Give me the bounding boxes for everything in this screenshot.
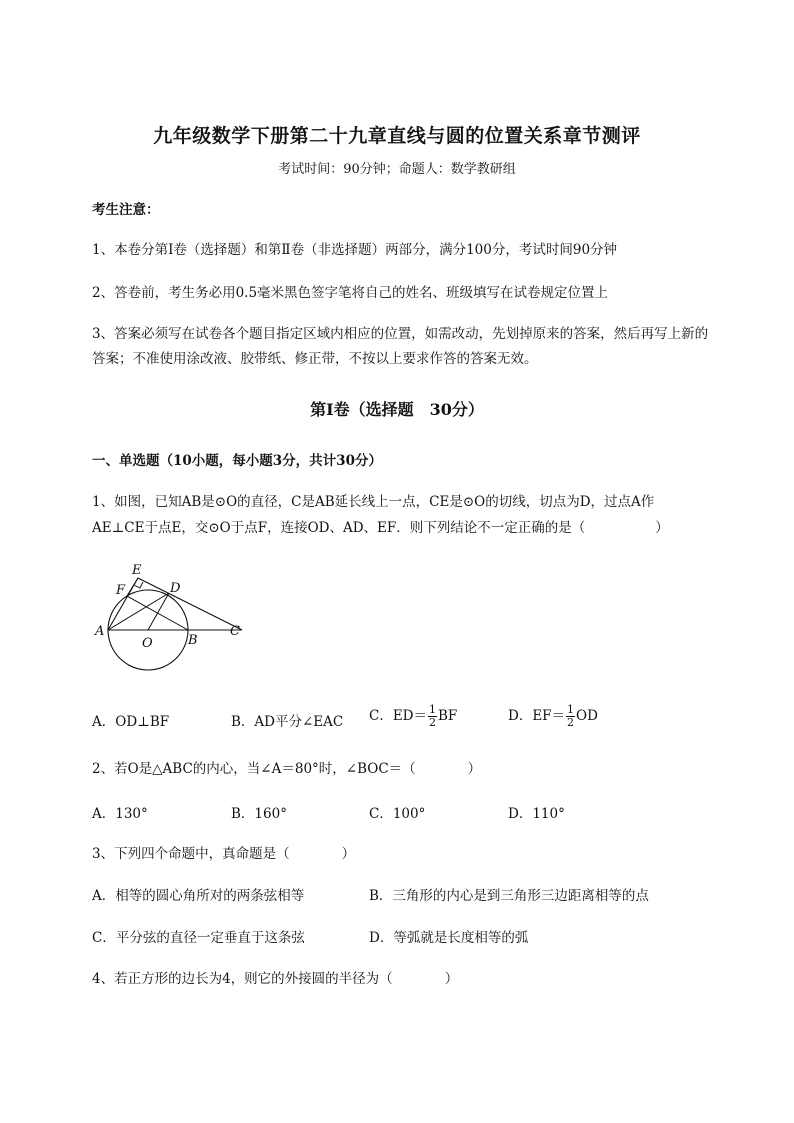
line-ad [108,593,169,630]
label-e: E [132,563,142,578]
q2-option-a[interactable]: A．130° [92,806,148,822]
q3-option-d[interactable]: D．等弧就是长度相等的弧 [369,930,529,946]
section-title: 一、单选题（10小题，每小题3分，共计30分） [92,453,382,469]
frac-den: 2 [429,716,437,729]
frac-num: 1 [429,703,437,716]
q4-stem [92,967,712,991]
q1-option-d-prefix: D．EF＝ [508,708,566,724]
label-f: F [116,583,126,598]
q2-option-d[interactable]: D．110° [508,806,565,822]
q2-option-c[interactable]: C．100° [369,806,426,822]
q1-option-d[interactable] [508,704,598,729]
page-subtitle: 考试时间：90分钟；命题人：数学教研组 [278,162,516,177]
label-b: B [188,633,198,648]
notice-item-2: 2、答卷前，考生务必用0.5毫米黑色签字笔将自己的姓名、班级填写在试卷规定位置上 [92,285,609,301]
q1-option-c[interactable] [369,704,457,729]
q2-stem-text: 2、若O是△ABC的内心，当∠A＝80°时，∠BOC＝（ [92,761,416,777]
q1-option-d-suffix: OD [576,708,598,724]
page-title: 九年级数学下册第二十九章直线与圆的位置关系章节测评 [153,125,641,147]
q4-close-paren: ） [444,971,459,987]
label-c: C [230,624,240,639]
fraction-half [428,704,437,729]
q1-option-b[interactable]: B．AD平分∠EAC [231,714,344,730]
fraction-half [566,704,575,729]
notice-item-1: 1、本卷分第I卷（选择题）和第Ⅱ卷（非选择题）两部分，满分100分，考试时间90分钟 [92,242,618,258]
q1-option-c-suffix: BF [438,708,458,724]
q3-option-b[interactable]: B．三角形的内心是到三角形三边距离相等的点 [369,888,649,904]
q1-option-c-prefix: C．ED＝ [369,708,428,724]
q2-stem [92,757,712,781]
q3-option-c[interactable]: C．平分弦的直径一定垂直于这条弦 [92,930,305,946]
part1-title: 第I卷（选择题 30分） [310,400,484,419]
q3-option-a[interactable]: A．相等的圆心角所对的两条弦相等 [92,888,305,904]
q1-geometry-figure [92,560,252,675]
q3-close-paren: ） [341,846,356,862]
q1-option-a[interactable]: A．OD⊥BF [92,714,170,730]
q4-stem-text: 4、若正方形的边长为4，则它的外接圆的半径为（ [92,971,393,987]
line-ce [138,578,242,630]
q1-close-paren: ） [655,520,669,536]
label-o: O [142,636,153,651]
notice-item-3: 3、答案必须写在试卷各个题目指定区域内相应的位置，如需改动，先划掉原来的答案，然后再写上新的答案；不准使用涂改液、胶带纸、修正带，不按以上要求作答的答案无效。 [92,326,709,367]
notice-heading: 考生注意： [92,202,160,218]
line-od [148,593,169,630]
q2-close-paren: ） [467,761,482,777]
q1-stem-line1: 1、如图，已知AB是⊙O的直径，C是AB延长线上一点，CE是⊙O的切线，切点为D，过点A作 [92,494,655,510]
frac-den: 2 [567,716,575,729]
q3-stem [92,842,712,866]
label-d: D [170,581,181,596]
q3-stem-text: 3、下列四个命题中，真命题是（ [92,846,290,862]
q1-stem-line2 [92,516,712,540]
q1-stem-text: AE⊥CE于点E，交⊙O于点F，连接OD、AD、EF．则下列结论不一定正确的是（ [92,520,586,536]
q2-option-b[interactable]: B．160° [231,806,287,822]
label-a: A [95,624,105,639]
frac-num: 1 [567,703,575,716]
